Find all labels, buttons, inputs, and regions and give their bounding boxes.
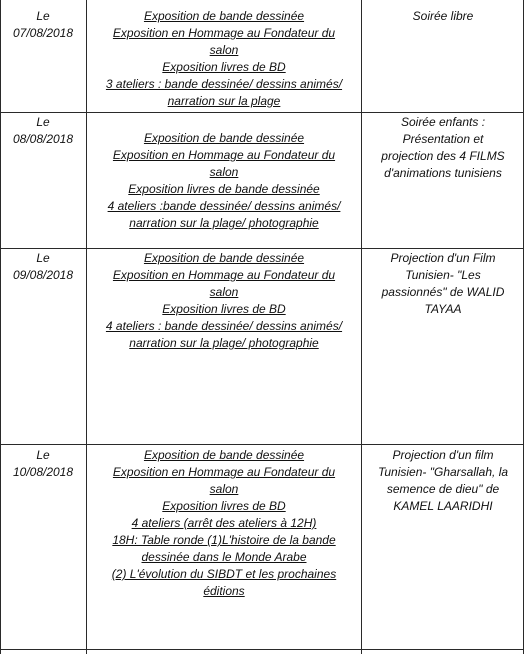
activity-line: 4 ateliers (arrêt des ateliers à 12H) xyxy=(131,516,317,530)
activity-line: Exposition en Hommage au Fondateur du xyxy=(112,268,336,282)
activity-line: Exposition de bande dessinée xyxy=(143,448,305,462)
activity-line: Exposition livres de BD xyxy=(162,302,286,316)
date-value: 10/08/2018 xyxy=(12,465,74,479)
evening-line: KAMEL LAARIDHI xyxy=(393,499,493,513)
date-prefix: Le xyxy=(36,448,50,462)
activity-line: éditions xyxy=(203,584,245,598)
date-cell xyxy=(0,8,86,42)
activity-line: narration sur la plage xyxy=(167,94,281,108)
activity-line: salon xyxy=(209,285,239,299)
activity-line: 18H: Table ronde (1)L'histoire de la bande xyxy=(112,533,336,547)
row-divider xyxy=(0,248,524,249)
evening-line: Tunisien- "Gharsallah, la xyxy=(377,465,509,479)
date-prefix: Le xyxy=(36,251,50,265)
activity-line: Exposition livres de bande dessinée xyxy=(128,182,320,196)
activity-line: salon xyxy=(209,43,239,57)
evening-line: projection des 4 FILMS xyxy=(381,149,505,163)
evening-cell xyxy=(362,250,524,318)
evening-line: Soirée enfants : xyxy=(400,115,486,129)
activity-line: Exposition livres de BD xyxy=(162,60,286,74)
evening-line: d'animations tunisiens xyxy=(384,166,502,180)
activities-cell xyxy=(87,130,361,232)
activity-line: salon xyxy=(209,482,239,496)
evening-line: TAYAA xyxy=(424,302,462,316)
evening-cell xyxy=(362,114,524,182)
date-cell xyxy=(0,250,86,284)
activity-line: salon xyxy=(209,165,239,179)
evening-line: Soirée libre xyxy=(412,9,474,23)
evening-line: Projection d'un Film xyxy=(390,251,496,265)
date-value: 09/08/2018 xyxy=(12,268,74,282)
activity-line: (2) L'évolution du SIBDT et les prochaines xyxy=(111,567,337,581)
activity-line: Exposition de bande dessinée xyxy=(143,251,305,265)
activity-line: 4 ateliers :bande dessinée/ dessins animés/ xyxy=(107,199,341,213)
evening-line: passionnés" de WALID xyxy=(381,285,505,299)
date-cell xyxy=(0,447,86,481)
evening-cell xyxy=(362,447,524,515)
activity-line: Exposition de bande dessinée xyxy=(143,9,305,23)
activities-cell xyxy=(87,250,361,352)
evening-line: Présentation et xyxy=(402,132,484,146)
date-value: 08/08/2018 xyxy=(12,132,74,146)
activity-line: Exposition de bande dessinée xyxy=(143,131,305,145)
date-prefix: Le xyxy=(36,115,50,129)
activity-line: Exposition livres de BD xyxy=(162,499,286,513)
column-divider xyxy=(361,0,362,654)
date-cell xyxy=(0,114,86,148)
activities-cell xyxy=(87,8,361,110)
date-prefix: Le xyxy=(36,9,50,23)
activity-line: 3 ateliers : bande dessinée/ dessins animés/ xyxy=(105,77,343,91)
evening-cell xyxy=(362,8,524,25)
row-divider xyxy=(0,649,524,650)
activity-line: 4 ateliers : bande dessinée/ dessins animés/ xyxy=(105,319,343,333)
row-divider xyxy=(0,444,524,445)
activity-line: Exposition en Hommage au Fondateur du xyxy=(112,148,336,162)
date-value: 07/08/2018 xyxy=(12,26,74,40)
activity-line: Exposition en Hommage au Fondateur du xyxy=(112,465,336,479)
activities-cell xyxy=(87,447,361,600)
evening-line: Projection d'un film xyxy=(392,448,494,462)
activity-line: dessinée dans le Monde Arabe xyxy=(141,550,307,564)
evening-line: Tunisien- "Les xyxy=(405,268,481,282)
table-border-left xyxy=(0,0,1,654)
activity-line: Exposition en Hommage au Fondateur du xyxy=(112,26,336,40)
evening-line: semence de dieu" de xyxy=(386,482,500,496)
activity-line: narration sur la plage/ photographie xyxy=(129,336,319,350)
row-divider xyxy=(0,112,524,113)
activity-line: narration sur la plage/ photographie xyxy=(129,216,319,230)
